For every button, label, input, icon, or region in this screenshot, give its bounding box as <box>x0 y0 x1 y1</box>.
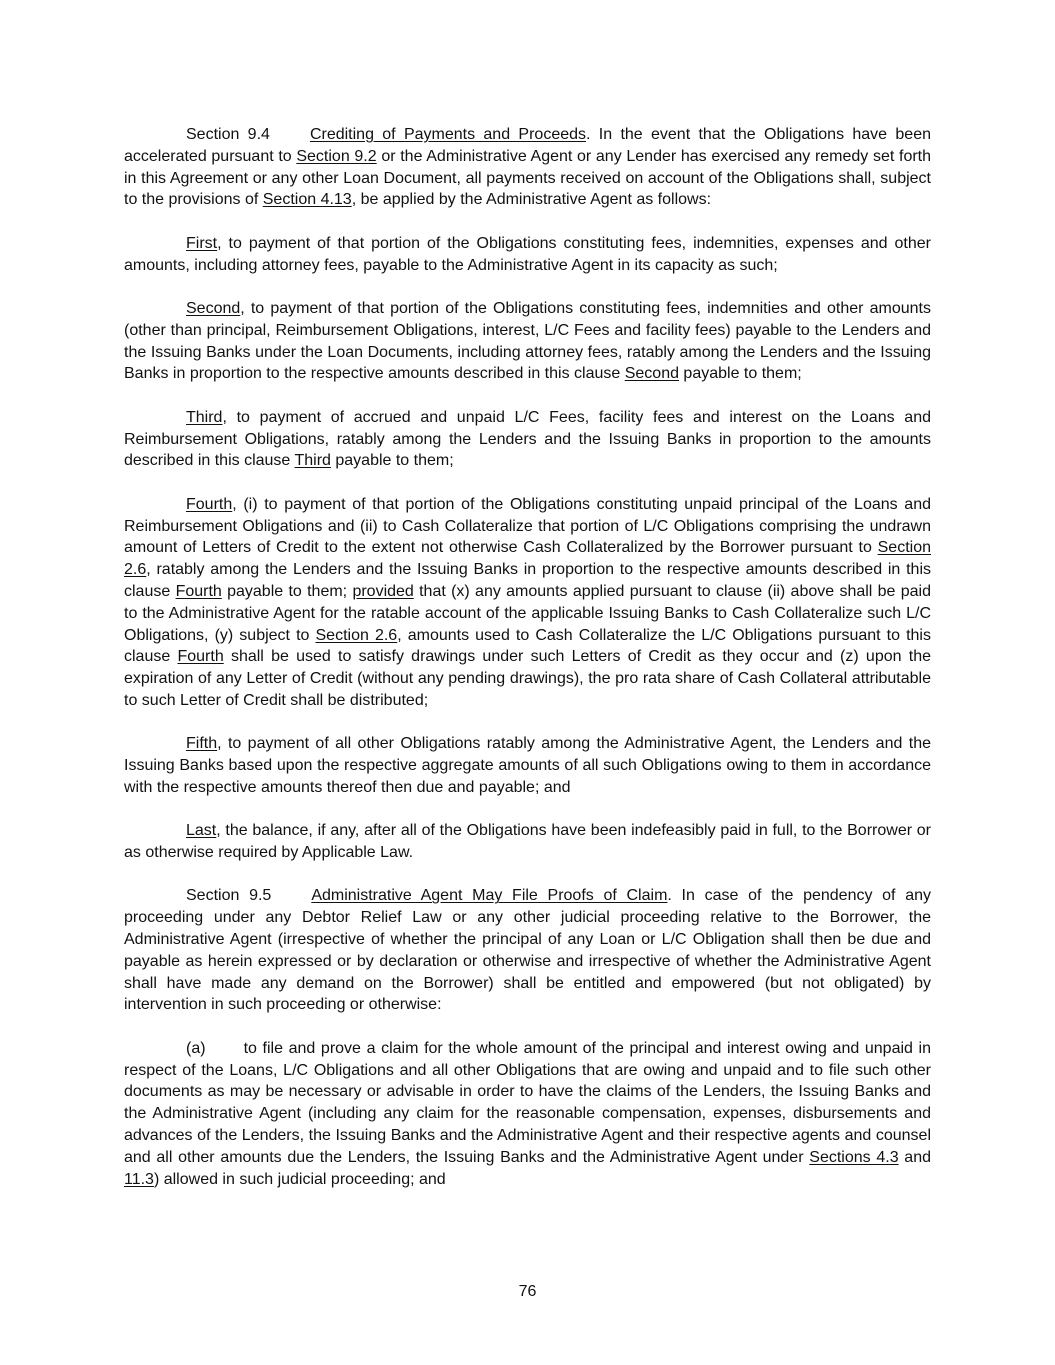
first-text: , to payment of that portion of the Obligations constituting fees, indemnities, expenses and other amounts, including attorney fees, payable to the Administrative Agent in its capacity as such; <box>124 234 931 274</box>
section-9-5-number: Section 9.5 <box>186 887 272 905</box>
section-9-4-text: . In the event that the Obligations have been accelerated pursuant to <box>124 126 931 165</box>
page-number: 76 <box>518 1283 537 1300</box>
second-label: Second <box>186 299 241 317</box>
ref-11-3: 11.3 <box>124 1170 154 1188</box>
ref-fourth: Fourth <box>175 582 222 600</box>
third-label: Third <box>186 408 223 426</box>
second-text: , to payment of that portion of the Obligations constituting fees, indemnities and other amounts (other than principal, Reimbursement Obligations, interest, L/C Fees and facility fees) payable to the Lenders and the Issuing Banks under the Loan Documents, including attorney fees, ratably among the Lenders and the Issuing Banks in proportion to the respective amounts described in this clause <box>124 299 931 383</box>
fourth-text: shall be used to satisfy drawings under such Letters of Credit as they occur and (z) upon the expiration of any Letter of Credit (without any pending drawings), the pro rata share of Cash Collateral attributable to such Letter of Credit shall be distributed; <box>124 648 931 709</box>
ref-sections-4-3: Sections 4.3 <box>809 1148 899 1166</box>
ref-third: Third <box>294 452 331 470</box>
fifth-paragraph <box>124 733 931 798</box>
fourth-paragraph <box>124 494 931 712</box>
last-text: , the balance, if any, after all of the Obligations have been indefeasibly paid in full, to the Borrower or as otherwise required by Applicable Law. <box>124 822 931 862</box>
section-9-4-text: or the Administrative Agent or any Lender has exercised any remedy set forth in this Agreement or any other Loan Document, all payments received on account of the Obligations shall, subject to the provisions of <box>124 147 932 209</box>
fourth-text: , (i) to payment of that portion of the Obligations constituting unpaid principal of the Loans and Reimbursement Obligations and (ii) to Cash Collateralize that portion of L/C Obligations comprising the undrawn amount of Letters of Credit to the extent not otherwise Cash Collateralized by the Borrower pursuant to <box>124 495 931 557</box>
section-9-5-text: . In case of the pendency of any proceeding under any Debtor Relief Law or any other judicial proceeding relative to the Borrower, the Administrative Agent (irrespective of whether the principal of any Loan or L/C Obligation shall then be due and payable as herein expressed or by declaration or otherwise and irrespective of whether the Administrative Agent shall have made any demand on the Borrower) shall be entitled and empowered (but not obligated) by intervention in such proceeding or otherwise: <box>124 887 932 1014</box>
section-9-4-title: Crediting of Payments and Proceeds <box>309 126 587 143</box>
ref-second: Second <box>624 365 679 383</box>
clause-a-text: ) allowed in such judicial proceeding; and <box>153 1170 446 1188</box>
section-9-5-title: Administrative Agent May File Proofs of Claim <box>311 887 668 905</box>
fourth-text: payable to them; <box>221 582 353 600</box>
ref-section-2-6: Section 2.6 <box>124 539 931 579</box>
second-text: payable to them; <box>678 365 802 383</box>
ref-provided: provided <box>352 582 414 600</box>
fourth-text: , amounts used to Cash Collateralize the L/C Obligations pursuant to this clause <box>124 626 931 666</box>
fourth-label: Fourth <box>186 495 233 513</box>
section-9-4-text: , be applied by the Administrative Agent as follows: <box>351 191 712 209</box>
fifth-label: Fifth <box>186 735 218 753</box>
fifth-text: , to payment of all other Obligations ratably among the Administrative Agent, the Lenders and the Issuing Banks based upon the respective aggregate amounts of all such Obligations owing to them in accordance with the respective amounts thereof then due and payable; and <box>124 735 931 796</box>
clause-a-paragraph <box>124 1038 931 1191</box>
ref-section-2-6: Section 2.6 <box>315 626 398 644</box>
document-page <box>124 124 931 1212</box>
first-paragraph <box>124 233 931 277</box>
ref-section-9-2: Section 9.2 <box>296 147 377 165</box>
fourth-text: that (x) any amounts applied pursuant to clause (ii) above shall be paid to the Administrative Agent for the ratable account of the applicable Issuing Banks to Cash Collateralize such L/C Obligations, (y) subject to <box>124 582 932 644</box>
first-label: First <box>186 234 218 252</box>
third-text: , to payment of accrued and unpaid L/C Fees, facility fees and interest on the Loans and Reimbursement Obligations, ratably among the Lenders and the Issuing Banks in proportion to the amounts described in this clause <box>124 408 931 470</box>
last-paragraph <box>124 820 931 864</box>
clause-a-text: to file and prove a claim for the whole amount of the principal and interest owing and unpaid in respect of the Loans, L/C Obligations and all other Obligations that are owing and unpaid and to file such other documents as may be necessary or advisable in order to have the claims of the Lenders, the Issuing Banks and the Administrative Agent (including any claim for the reasonable compensation, expenses, disbursements and advances of the Lenders, the Issuing Banks and the Administrative Agent and their respective agents and counsel and all other amounts due the Lenders, the Issuing Banks and the Administrative Agent under <box>124 1039 931 1166</box>
last-label: Last <box>186 822 217 840</box>
ref-fourth: Fourth <box>177 648 224 666</box>
clause-a-label: (a) <box>186 1039 206 1057</box>
second-paragraph <box>124 298 931 385</box>
section-9-4-number: Section 9.4 <box>186 126 270 143</box>
ref-section-4-13: Section 4.13 <box>262 191 352 209</box>
third-paragraph <box>124 407 931 472</box>
section-9-5-paragraph <box>124 885 931 1016</box>
clause-a-text: and <box>898 1148 932 1166</box>
fourth-text: , ratably among the Lenders and the Issuing Banks in proportion to the respective amounts described in this clause <box>124 561 931 600</box>
section-9-4-paragraph <box>124 124 931 211</box>
third-text: payable to them; <box>330 452 454 470</box>
